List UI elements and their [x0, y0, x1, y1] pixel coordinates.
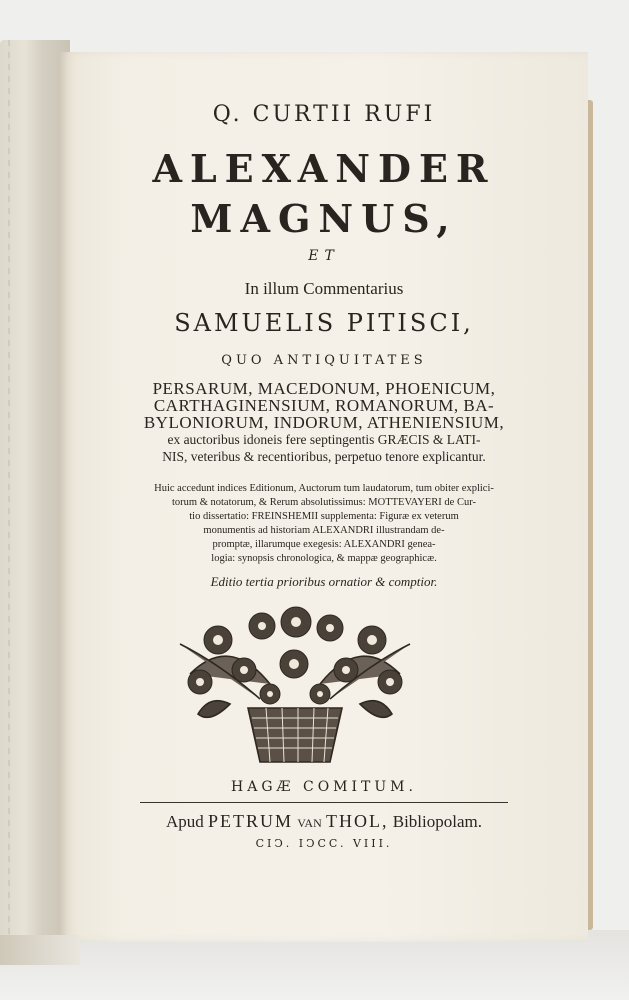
peoples-line: ex auctoribus idoneis fere septingentis GRÆCIS & LATI- [167, 432, 481, 447]
page-edge-shadow [0, 935, 80, 965]
accedunt-line: logia: synopsis chronologica, & mappæ geographicæ. [211, 553, 437, 564]
title-line-1: ALEXANDER [152, 146, 496, 191]
accedunt-line: promptæ, illarumque exegesis: ALEXANDRI genea- [212, 539, 436, 550]
quo-line: QUO ANTIQUITATES [221, 353, 427, 368]
accedunt-line: tio dissertatio: FREINSHEMII supplementa: Figuræ ex veterum [189, 511, 459, 522]
accedunt-line: torum & notatorum, & Rerum absolutissimus: MOTTEVAYERI de Cur- [172, 497, 476, 508]
imprint-rule [140, 802, 508, 803]
imprint-year: CIↃ. IↃCC. VIII. [255, 837, 393, 850]
publisher-name: PETRUM [208, 811, 294, 831]
commentary-intro: In illum Commentarius [244, 279, 404, 298]
author-line: Q. CURTII RUFI [212, 102, 436, 127]
publisher-line [60, 811, 588, 832]
title-line-2: MAGNUS, [190, 196, 458, 241]
accedunt-block [76, 482, 572, 566]
et-line: ET [308, 248, 340, 264]
peoples-line: BYLONIORUM, INDORUM, ATHENIENSIUM, [143, 413, 505, 432]
publisher-surname: THOL, [326, 811, 389, 831]
imprint-city: HAGÆ COMITUM. [231, 779, 417, 795]
accedunt-line: Huic accedunt indices Editionum, Auctorum tum laudatorum, tum obiter explici- [154, 483, 494, 494]
publisher-van: VAN [297, 816, 322, 830]
edition-line: Editio tertia prioribus ornatior & comptior. [210, 574, 438, 589]
peoples-block [72, 380, 576, 465]
publisher-apud: Apud [166, 812, 204, 831]
publisher-role: Bibliopolam. [392, 812, 482, 831]
title-page [60, 52, 588, 942]
peoples-line: CARTHAGINENSIUM, ROMANORUM, BA- [153, 396, 495, 415]
accedunt-line: monumentis ad historiam ALEXANDRI illustrandam de- [203, 525, 445, 536]
commentator-name: SAMUELIS PITISCI, [174, 309, 474, 337]
flower-basket-woodcut-icon [170, 604, 420, 766]
peoples-line: NIS, veteribus & recentioribus, perpetuo tenore explicantur. [162, 449, 486, 464]
peoples-line: PERSARUM, MACEDONUM, PHOENICUM, [152, 379, 496, 398]
